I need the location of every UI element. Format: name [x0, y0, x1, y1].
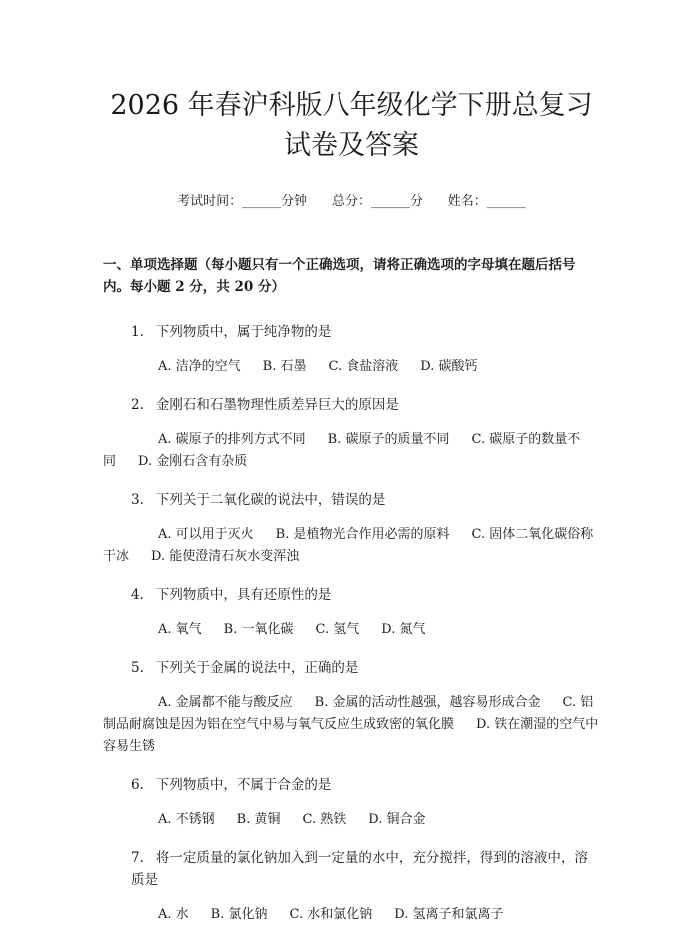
student-name-label: 姓名：______: [447, 194, 526, 209]
option-list: [103, 904, 600, 926]
option-d: D. 氮气: [381, 622, 426, 637]
question-stem: 下列物质中，具有还原性的是: [155, 587, 332, 603]
option-d: D. 氢离子和氯离子: [394, 907, 504, 922]
question-number: 1.: [131, 324, 144, 340]
option-c: C. 铝制品耐腐蚀是因为铝在空气中易与氧气反应生成致密的氧化膜: [103, 695, 594, 732]
question-1: [103, 321, 600, 378]
question-stem: 下列物质中，属于纯净物的是: [155, 324, 332, 340]
option-b: B. 是植物光合作用必需的原料: [275, 527, 450, 542]
option-b: B. 石墨: [262, 359, 307, 374]
option-list: [103, 429, 600, 473]
option-b: B. 氯化钠: [210, 907, 268, 922]
option-d: D. 碳酸钙: [420, 359, 478, 374]
option-c: C. 水和氯化钠: [289, 907, 373, 922]
question-number: 2.: [131, 397, 144, 413]
option-b: B. 一氧化碳: [223, 622, 294, 637]
exam-meta: [103, 192, 600, 212]
question-stem: 下列关于金属的说法中，正确的是: [155, 660, 359, 676]
option-d: D. 金刚石含有杂质: [138, 454, 248, 469]
option-c: C. 氢气: [315, 622, 360, 637]
question-stem: 下列关于二氧化碳的说法中，错误的是: [155, 492, 386, 508]
option-list: [103, 619, 600, 641]
question-stem: 将一定质量的氯化钠加入到一定量的水中，充分搅拌，得到的溶液中，溶质是: [131, 850, 588, 888]
option-list: [103, 809, 600, 831]
question-list: [103, 321, 600, 926]
question-4: [103, 584, 600, 641]
exam-time-label: 考试时间：______分钟: [177, 194, 308, 209]
option-a: A. 可以用于灭火: [158, 527, 254, 542]
question-2: [103, 394, 600, 473]
option-a: A. 不锈钢: [158, 812, 215, 827]
option-a: A. 水: [158, 907, 189, 922]
question-stem: 金刚石和石墨物理性质差异巨大的原因是: [155, 397, 399, 413]
option-list: [103, 356, 600, 378]
option-c: C. 熟铁: [302, 812, 347, 827]
option-a: A. 洁净的空气: [158, 359, 241, 374]
option-d: D. 铜合金: [368, 812, 426, 827]
option-b: B. 金属的活动性越强，越容易形成合金: [314, 695, 541, 710]
section-heading: 一、单项选择题（每小题只有一个正确选项，请将正确选项的字母填在题后括号内。每小题 2 分，共 20 分）: [103, 257, 576, 295]
option-c: C. 食盐溶液: [328, 359, 399, 374]
option-d: D. 铁在潮湿的空气中容易生锈: [103, 717, 599, 754]
question-number: 4.: [131, 587, 144, 603]
option-list: [103, 524, 600, 568]
option-a: A. 金属都不能与酸反应: [158, 695, 293, 710]
question-number: 7.: [131, 850, 144, 866]
option-list: [103, 692, 600, 758]
option-c: C. 固体二氧化碳俗称干冰: [103, 527, 594, 564]
question-stem: 下列物质中，不属于合金的是: [155, 777, 332, 793]
question-number: 6.: [131, 777, 144, 793]
question-6: [103, 774, 600, 831]
question-3: [103, 489, 600, 568]
exam-title: 2026 年春沪科版八年级化学下册总复习试卷及答案: [110, 90, 593, 161]
option-b: B. 碳原子的质量不同: [327, 432, 450, 447]
total-score-label: 总分：______分: [331, 194, 423, 209]
question-number: 5.: [131, 660, 144, 676]
question-number: 3.: [131, 492, 144, 508]
question-7: [103, 847, 600, 926]
option-d: D. 能使澄清石灰水变浑浊: [151, 549, 300, 564]
option-c: C. 碳原子的数量不同: [103, 432, 581, 469]
question-5: [103, 657, 600, 758]
option-a: A. 氧气: [158, 622, 202, 637]
option-b: B. 黄铜: [236, 812, 281, 827]
option-a: A. 碳原子的排列方式不同: [158, 432, 306, 447]
